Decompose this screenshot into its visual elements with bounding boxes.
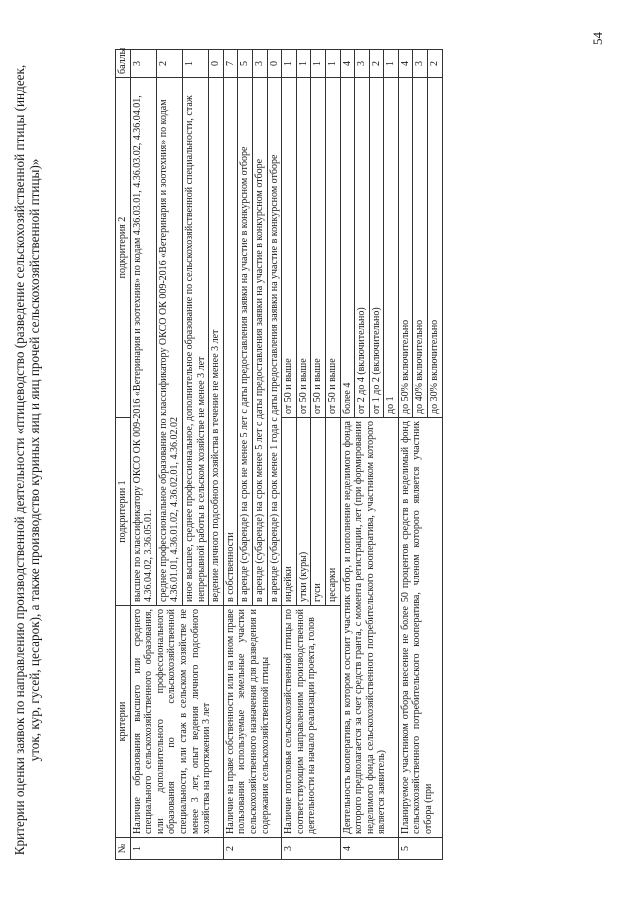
row-number: 3 bbox=[282, 838, 340, 860]
table-row bbox=[340, 50, 355, 860]
score-cell: 0 bbox=[209, 50, 224, 78]
subcriteria-2-cell: от 50 и выше bbox=[282, 78, 297, 418]
subcriteria-2-cell: от 50 и выше bbox=[311, 78, 326, 418]
subcriteria-cell: в собственности bbox=[223, 78, 238, 606]
subcriteria-2-cell: от 2 до 4 (включительно) bbox=[355, 78, 370, 418]
subcriteria-cell: иное высшее, среднее профессиональное, дополнительное образование по сельскохозяйственной специальности, стаж непрерывной работы в сельском хозяйстве не менее 3 лет bbox=[182, 78, 208, 606]
score-cell: 5 bbox=[238, 50, 253, 78]
score-cell: 1 bbox=[182, 50, 208, 78]
header-num: № bbox=[116, 838, 131, 860]
score-cell: 2 bbox=[369, 50, 384, 78]
score-cell: 4 bbox=[398, 50, 413, 78]
row-number: 1 bbox=[130, 838, 223, 860]
score-cell: 0 bbox=[267, 50, 282, 78]
subcriteria-1-cell: индейки bbox=[282, 418, 297, 606]
table-row bbox=[130, 50, 156, 860]
score-cell: 4 bbox=[340, 50, 355, 78]
score-cell: 1 bbox=[325, 50, 340, 78]
subcriteria-1-cell: утки (куры) bbox=[296, 418, 311, 606]
score-cell: 2 bbox=[156, 50, 182, 78]
criteria-table bbox=[115, 49, 443, 860]
subcriteria-1-cell: гуси bbox=[311, 418, 326, 606]
row-number: 2 bbox=[223, 838, 281, 860]
subcriteria-cell: ведение личного подсобного хозяйства в течение не менее 3 лет bbox=[209, 78, 224, 606]
score-cell: 1 bbox=[311, 50, 326, 78]
criteria-cell: Наличие на праве собственности или на ином праве пользования используемые земельные участки сельскохозяйственного назначения для разведения и содержания сельскохозяйственной птицы bbox=[223, 606, 281, 838]
subcriteria-2-cell: более 4 bbox=[340, 78, 355, 418]
score-cell: 1 bbox=[296, 50, 311, 78]
page-number: 54 bbox=[590, 32, 605, 45]
subcriteria-2-cell: от 50 и выше bbox=[296, 78, 311, 418]
table-row bbox=[223, 50, 238, 860]
score-cell: 3 bbox=[130, 50, 156, 78]
header-subcriteria-2: подкритерия 2 bbox=[116, 78, 131, 418]
score-cell: 1 bbox=[384, 50, 399, 78]
subcriteria-2-cell: до 1 bbox=[384, 78, 399, 418]
subcriteria-2-cell: от 50 и выше bbox=[325, 78, 340, 418]
score-cell: 3 bbox=[413, 50, 428, 78]
row-number: 4 bbox=[340, 838, 398, 860]
subcriteria-2-cell: до 50% включительно bbox=[398, 78, 413, 418]
subcriteria-cell: высшее по классификатору ОКСО ОК 009-2016 «Ветеринария и зоотехния» по кодам 4.36.03.01, 4.36.03.02, 4.36.04.01, 4.36.04.02, 3.36.05.01. bbox=[130, 78, 156, 606]
criteria-cell: Деятельность кооператива, в котором состоит участник отбор, и пополнение неделимого фонда которого предполагается за счет средств гранта, с момента регистрации, лет (при формировании неделимого фонда сельскохозяйственного потребительского кооператива, участником которого является заявитель) bbox=[340, 418, 398, 838]
rotated-page bbox=[0, 20, 640, 880]
score-cell: 3 bbox=[252, 50, 267, 78]
score-cell: 7 bbox=[223, 50, 238, 78]
criteria-cell: Наличие образования высшего или среднего специального сельскохозяйственного образования, или дополнительного профессионального образования по сельскохозяйственной специальности, или стаж в сельском хозяйстве не менее 3 лет, опыт ведения личного подсобного хозяйства на протяжении 3 лет bbox=[130, 606, 223, 838]
header-criteria: критерии bbox=[116, 606, 131, 838]
table-row bbox=[398, 50, 413, 860]
subcriteria-cell: в аренде (субаренде) на срок менее 5 лет с даты предоставления заявки на участие в конкурсном отборе bbox=[252, 78, 267, 606]
score-cell: 1 bbox=[282, 50, 297, 78]
header-score: баллы bbox=[116, 50, 131, 78]
subcriteria-2-cell: от 1 до 2 (включительно) bbox=[369, 78, 384, 418]
table-header-row bbox=[116, 50, 131, 860]
header-subcriteria-1: подкритерии 1 bbox=[116, 418, 131, 606]
subcriteria-2-cell: до 30% включительно bbox=[428, 78, 443, 418]
row-number: 5 bbox=[398, 838, 442, 860]
criteria-cell: Наличие поголовья сельскохозяйственной птицы по соответствующим направлениям производственной деятельности на начало реализации проекта, голов bbox=[282, 606, 340, 838]
subcriteria-cell: среднее профессиональное образование по классификатору ОКСО ОК 009-2016 «Ветеринария и зоотехния» по кодам 4.36.01.01, 4.36.01.02, 4.36.02.01, 4.36.02.02 bbox=[156, 78, 182, 606]
table-row bbox=[282, 50, 297, 860]
subcriteria-cell: в аренде (субаренде) на срок не менее 5 лет с даты предоставления заявки на участие в конкурсном отборе bbox=[238, 78, 253, 606]
page-title: Критерии оценки заявок по направлению производственной деятельности «птицеводство (разведение сельскохозяйственной птицы (индеек, уток, кур, гусей, цесарок), а также производство куриных яиц и яиц прочей сельскохозяйственной птицы)» bbox=[12, 64, 42, 856]
subcriteria-2-cell: до 40% включительно bbox=[413, 78, 428, 418]
subcriteria-cell: в аренде (субаренде) на срок менее 1 года с даты предоставления заявки на участие в конкурсном отборе bbox=[267, 78, 282, 606]
score-cell: 3 bbox=[355, 50, 370, 78]
subcriteria-1-cell: цесарки bbox=[325, 418, 340, 606]
score-cell: 2 bbox=[428, 50, 443, 78]
criteria-cell: Планируемое участником отбора внесение не более 50 процентов средств в неделимый фонд сельскохозяйственного потребительского кооператива, членом которого является участник отбора (при bbox=[398, 418, 442, 838]
